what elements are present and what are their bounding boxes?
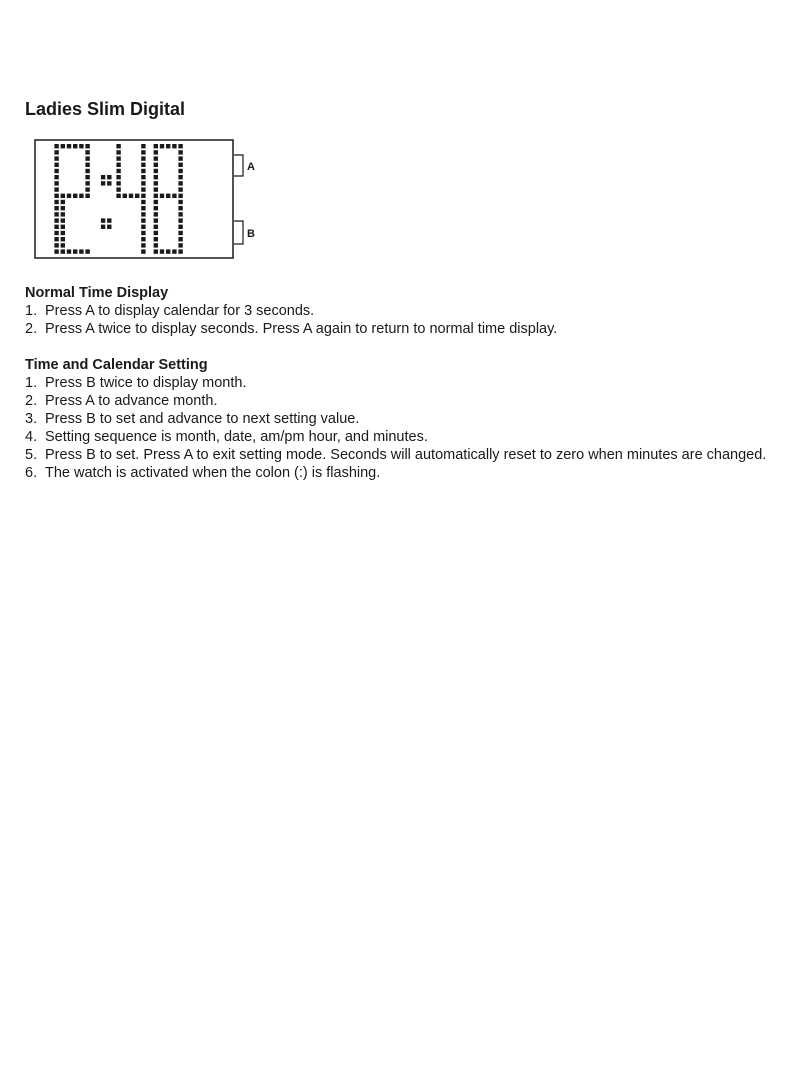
section-heading: Normal Time Display <box>25 285 169 301</box>
matrix-dot <box>54 163 58 167</box>
matrix-dot <box>172 194 176 198</box>
matrix-dot <box>178 169 182 173</box>
matrix-dot <box>61 206 65 210</box>
normal-time-display-section <box>25 284 557 338</box>
dot-matrix-digits <box>54 144 182 254</box>
item-text: Press B to set and advance to next setting value. <box>45 411 360 427</box>
matrix-dot <box>154 243 158 247</box>
matrix-dot <box>61 249 65 253</box>
section-heading: Time and Calendar Setting <box>25 357 208 373</box>
list-item <box>25 374 766 392</box>
button-b-bracket <box>234 221 243 244</box>
list-item <box>25 392 766 410</box>
matrix-dot <box>85 144 89 148</box>
matrix-dot <box>178 150 182 154</box>
matrix-dot <box>141 175 145 179</box>
matrix-dot <box>54 231 58 235</box>
matrix-dot <box>154 212 158 216</box>
item-text: Press A twice to display seconds. Press A again to return to normal time display. <box>45 321 558 337</box>
matrix-dot <box>79 249 83 253</box>
matrix-dot <box>154 169 158 173</box>
matrix-dot <box>178 249 182 253</box>
item-text: The watch is activated when the colon (:) is flashing. <box>45 465 381 481</box>
matrix-dot <box>178 144 182 148</box>
matrix-dot <box>154 150 158 154</box>
list-item <box>25 320 557 338</box>
matrix-dot <box>54 237 58 241</box>
matrix-dot <box>85 163 89 167</box>
colon-dot <box>107 218 111 222</box>
matrix-dot <box>166 194 170 198</box>
matrix-dot <box>178 218 182 222</box>
matrix-dot <box>160 194 164 198</box>
matrix-dot <box>116 156 120 160</box>
matrix-dot <box>73 144 77 148</box>
colon-dot <box>107 225 111 229</box>
matrix-dot <box>178 237 182 241</box>
colon-dot <box>101 218 105 222</box>
matrix-dot <box>67 249 71 253</box>
matrix-dot <box>73 249 77 253</box>
matrix-dot <box>85 181 89 185</box>
matrix-dot <box>61 237 65 241</box>
item-number: 3. <box>25 411 38 427</box>
matrix-dot <box>154 237 158 241</box>
matrix-dot <box>141 249 145 253</box>
matrix-dot <box>141 225 145 229</box>
matrix-dot <box>61 218 65 222</box>
matrix-dot <box>116 163 120 167</box>
matrix-dot <box>178 181 182 185</box>
matrix-dot <box>141 194 145 198</box>
watch-diagram <box>34 139 274 268</box>
item-number: 1. <box>25 303 38 319</box>
matrix-dot <box>178 187 182 191</box>
instruction-list <box>25 302 557 338</box>
matrix-dot <box>79 194 83 198</box>
matrix-dot <box>116 169 120 173</box>
matrix-dot <box>154 187 158 191</box>
item-number: 2. <box>25 321 38 337</box>
colon-dot <box>101 225 105 229</box>
matrix-dot <box>116 175 120 179</box>
matrix-dot <box>178 156 182 160</box>
colon-dot <box>107 181 111 185</box>
colon-dot <box>101 181 105 185</box>
matrix-dot <box>85 156 89 160</box>
matrix-dot <box>141 218 145 222</box>
matrix-dot <box>54 249 58 253</box>
matrix-dot <box>61 231 65 235</box>
matrix-dot <box>85 150 89 154</box>
matrix-dot <box>172 144 176 148</box>
item-number: 2. <box>25 393 38 409</box>
matrix-dot <box>54 169 58 173</box>
matrix-dot <box>54 243 58 247</box>
matrix-dot <box>141 237 145 241</box>
list-item <box>25 428 766 446</box>
matrix-dot <box>178 225 182 229</box>
matrix-dot <box>141 181 145 185</box>
button-a-bracket <box>234 155 243 176</box>
matrix-dot <box>160 249 164 253</box>
matrix-dot <box>85 249 89 253</box>
matrix-dot <box>79 144 83 148</box>
matrix-dot <box>141 200 145 204</box>
matrix-dot <box>135 194 139 198</box>
matrix-dot <box>54 206 58 210</box>
matrix-dot <box>154 231 158 235</box>
matrix-dot <box>54 156 58 160</box>
matrix-dot <box>154 144 158 148</box>
item-text: Press A to display calendar for 3 seconds. <box>45 303 315 319</box>
matrix-dot <box>178 212 182 216</box>
item-text: Press A to advance month. <box>45 393 218 409</box>
matrix-dot <box>172 249 176 253</box>
item-number: 5. <box>25 447 38 463</box>
colon-dot <box>101 175 105 179</box>
matrix-dot <box>116 187 120 191</box>
matrix-dot <box>54 150 58 154</box>
matrix-dot <box>54 212 58 216</box>
matrix-dot <box>178 200 182 204</box>
matrix-dot <box>178 206 182 210</box>
matrix-dot <box>85 187 89 191</box>
item-number: 1. <box>25 375 38 391</box>
page-title: Ladies Slim Digital <box>25 99 186 119</box>
matrix-dot <box>54 200 58 204</box>
item-text: Setting sequence is month, date, am/pm hour, and minutes. <box>45 429 428 445</box>
matrix-dot <box>61 144 65 148</box>
matrix-dot <box>85 169 89 173</box>
matrix-dot <box>54 194 58 198</box>
matrix-dot <box>141 206 145 210</box>
matrix-dot <box>61 212 65 216</box>
matrix-dot <box>166 249 170 253</box>
list-item <box>25 446 766 464</box>
matrix-dot <box>85 194 89 198</box>
matrix-dot <box>154 194 158 198</box>
matrix-dot <box>54 175 58 179</box>
matrix-dot <box>141 150 145 154</box>
matrix-dot <box>154 175 158 179</box>
matrix-dot <box>166 144 170 148</box>
item-text: Press B twice to display month. <box>45 375 247 391</box>
matrix-dot <box>61 243 65 247</box>
list-item <box>25 464 766 482</box>
list-item <box>25 302 557 320</box>
matrix-dot <box>141 212 145 216</box>
matrix-dot <box>178 175 182 179</box>
matrix-dot <box>141 169 145 173</box>
instruction-list <box>25 374 766 482</box>
matrix-dot <box>154 200 158 204</box>
matrix-dot <box>154 225 158 229</box>
matrix-dot <box>141 163 145 167</box>
button-a-label: A <box>247 161 255 173</box>
matrix-dot <box>129 194 133 198</box>
matrix-dot <box>160 144 164 148</box>
matrix-dot <box>67 144 71 148</box>
watch-face-illustration <box>34 139 274 263</box>
matrix-dot <box>116 144 120 148</box>
matrix-dot <box>178 243 182 247</box>
matrix-dot <box>54 144 58 148</box>
matrix-dot <box>85 175 89 179</box>
colon-dot <box>107 175 111 179</box>
matrix-dot <box>116 181 120 185</box>
matrix-dot <box>61 194 65 198</box>
matrix-dot <box>154 163 158 167</box>
item-number: 4. <box>25 429 38 445</box>
matrix-dot <box>141 231 145 235</box>
matrix-dot <box>178 231 182 235</box>
matrix-dot <box>141 243 145 247</box>
button-b-label: B <box>247 228 255 240</box>
matrix-dot <box>154 218 158 222</box>
matrix-dot <box>67 194 71 198</box>
matrix-dot <box>123 194 127 198</box>
matrix-dot <box>154 156 158 160</box>
matrix-dot <box>154 181 158 185</box>
matrix-dot <box>178 163 182 167</box>
matrix-dot <box>141 187 145 191</box>
matrix-dot <box>54 187 58 191</box>
matrix-dot <box>116 150 120 154</box>
matrix-dot <box>154 249 158 253</box>
matrix-dot <box>178 194 182 198</box>
list-item <box>25 410 766 428</box>
matrix-dot <box>116 194 120 198</box>
matrix-dot <box>54 181 58 185</box>
matrix-dot <box>54 225 58 229</box>
matrix-dot <box>73 194 77 198</box>
time-calendar-setting-section <box>25 356 766 482</box>
matrix-dot <box>141 156 145 160</box>
matrix-dot <box>54 218 58 222</box>
matrix-dot <box>141 144 145 148</box>
matrix-dot <box>61 225 65 229</box>
item-number: 6. <box>25 465 38 481</box>
matrix-dot <box>61 200 65 204</box>
matrix-dot <box>154 206 158 210</box>
item-text: Press B to set. Press A to exit setting mode. Seconds will automatically reset to zero when minutes are changed. <box>45 447 767 463</box>
